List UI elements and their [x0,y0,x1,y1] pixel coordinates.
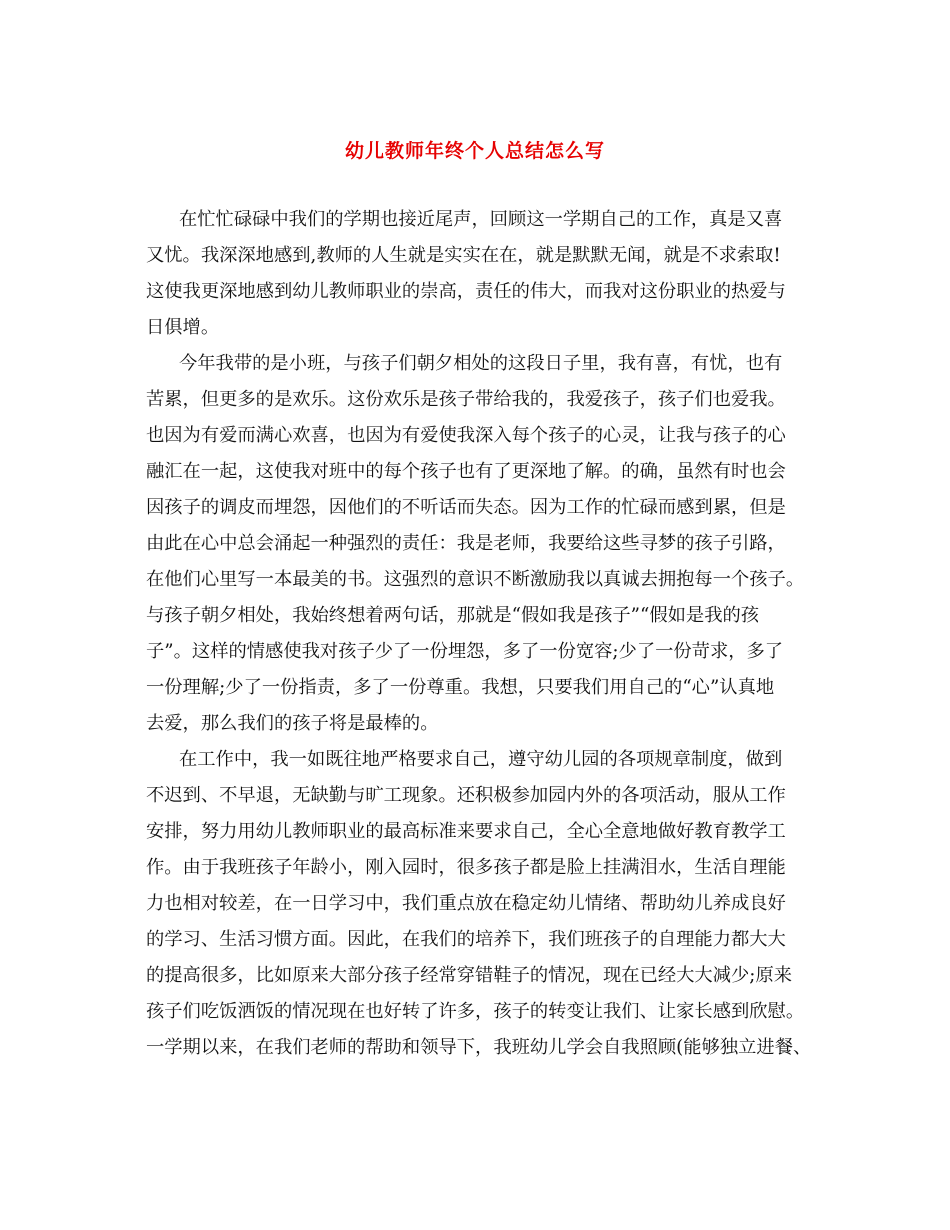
paragraph-line: 孩子们吃饭洒饭的情况现在也好转了许多，孩子的转变让我们、让家长感到欣慰。 [146,1001,805,1022]
paragraph-line: 的学习、生活习惯方面。因此，在我们的培养下，我们班孩子的自理能力都大大 [146,929,786,950]
paragraph-line: 这使我更深地感到幼儿教师职业的崇高，责任的伟大，而我对这份职业的热爱与 [146,281,786,302]
paragraph-line: 去爱，那么我们的孩子将是最棒的。 [146,713,439,734]
document-title: 幼儿教师年终个人总结怎么写 [344,140,605,162]
paragraph-line: 日俱增。 [146,317,220,338]
paragraph-line: 今年我带的是小班，与孩子们朝夕相处的这段日子里，我有喜，有忧，也有 [179,353,783,374]
paragraph-line: 在工作中，我一如既往地严格要求自己，遵守幼儿园的各项规章制度，做到 [179,749,783,770]
paragraph-line: 由此在心中总会涌起一种强烈的责任：我是老师，我要给这些寻梦的孩子引路， [146,533,786,554]
paragraph-line: 不迟到、不早退，无缺勤与旷工现象。还积极参加园内外的各项活动，服从工作 [146,785,786,806]
paragraph-line: 力也相对较差，在一日学习中，我们重点放在稳定幼儿情绪、帮助幼儿养成良好 [146,893,786,914]
paragraph-line: 又忧。我深深地感到,教师的人生就是实实在在，就是默默无闻，就是不求索取! [146,245,781,266]
paragraph-line: 在忙忙碌碌中我们的学期也接近尾声，回顾这一学期自己的工作，真是又喜 [179,209,783,230]
paragraph-line: 作。由于我班孩子年龄小，刚入园时，很多孩子都是脸上挂满泪水，生活自理能 [146,857,786,878]
paragraph-line: 在他们心里写一本最美的书。这强烈的意识不断激励我以真诚去拥抱每一个孩子。 [146,569,805,590]
paragraph-line: 子”。这样的情感使我对孩子少了一份埋怨，多了一份宽容;少了一份苛求，多了 [146,641,784,662]
paragraph-line: 一份理解;少了一份指责，多了一份尊重。我想，只要我们用自己的“心”认真地 [146,677,775,698]
paragraph-line: 苦累，但更多的是欢乐。这份欢乐是孩子带给我的，我爱孩子，孩子们也爱我。 [146,389,786,410]
paragraph-line: 与孩子朝夕相处，我始终想着两句话，那就是“假如我是孩子”“假如是我的孩 [146,605,760,626]
paragraph-line: 因孩子的调皮而埋怨，因他们的不听话而失态。因为工作的忙碌而感到累，但是 [146,497,786,518]
paragraph-line: 安排，努力用幼儿教师职业的最高标准来要求自己，全心全意地做好教育教学工 [146,821,786,842]
paragraph-line: 一学期以来，在我们老师的帮助和领导下，我班幼儿学会自我照顾(能够独立进餐、 [146,1037,812,1058]
paragraph-line: 的提高很多，比如原来大部分孩子经常穿错鞋子的情况，现在已经大大减少;原来 [146,965,793,986]
paragraph-line: 融汇在一起，这使我对班中的每个孩子也有了更深地了解。的确，虽然有时也会 [146,461,786,482]
paragraph-line: 也因为有爱而满心欢喜，也因为有爱使我深入每个孩子的心灵，让我与孩子的心 [146,425,786,446]
